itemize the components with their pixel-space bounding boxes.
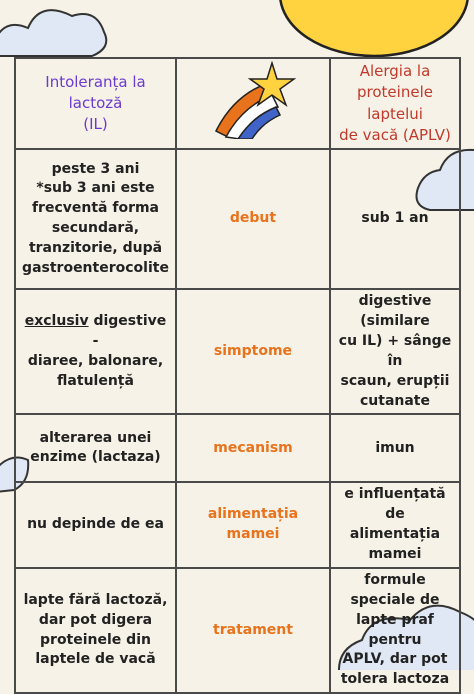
row-debut-right: sub 1 an <box>330 149 460 289</box>
table-row <box>15 482 460 568</box>
row-alimentatie-label: alimentația mamei <box>176 482 330 568</box>
header-alergia: Alergia la proteinele laptelui de vacă (APLV) <box>330 58 460 149</box>
table-row <box>15 568 460 693</box>
header-icon-cell <box>176 58 330 149</box>
row-alimentatie-right: e influențată de alimentația mamei <box>330 482 460 568</box>
row-simptome-right: digestive (similare cu IL) + sânge în scaun, erupții cutanate <box>330 289 460 414</box>
sun-icon <box>280 0 468 56</box>
table-row <box>15 414 460 482</box>
table-row <box>15 289 460 414</box>
comparison-table <box>14 57 461 694</box>
row-mecanism-left: alterarea unei enzime (lactaza) <box>15 414 176 482</box>
row-simptome-left: exclusiv digestive - diaree, balonare, flatulență <box>15 289 176 414</box>
row-tratament-left: lapte fără lactoză, dar pot digera proteinele din laptele de vacă <box>15 568 176 693</box>
table-header-row <box>15 58 460 149</box>
row-alimentatie-left: nu depinde de ea <box>15 482 176 568</box>
row-debut-label: debut <box>176 149 330 289</box>
row-simptome-label: simptome <box>176 289 330 414</box>
shooting-star-icon <box>208 61 298 139</box>
header-intoleranta: Intoleranța la lactoză (IL) <box>15 58 176 149</box>
row-tratament-label: tratament <box>176 568 330 693</box>
row-tratament-right: formule speciale de lapte praf pentru APLV, dar pot tolera lactoza <box>330 568 460 693</box>
cloud-icon <box>0 10 106 56</box>
row-debut-left: peste 3 ani *sub 3 ani este frecventă forma secundară, tranzitorie, după gastroenterocolite <box>15 149 176 289</box>
row-mecanism-right: imun <box>330 414 460 482</box>
table-row <box>15 149 460 289</box>
row-mecanism-label: mecanism <box>176 414 330 482</box>
